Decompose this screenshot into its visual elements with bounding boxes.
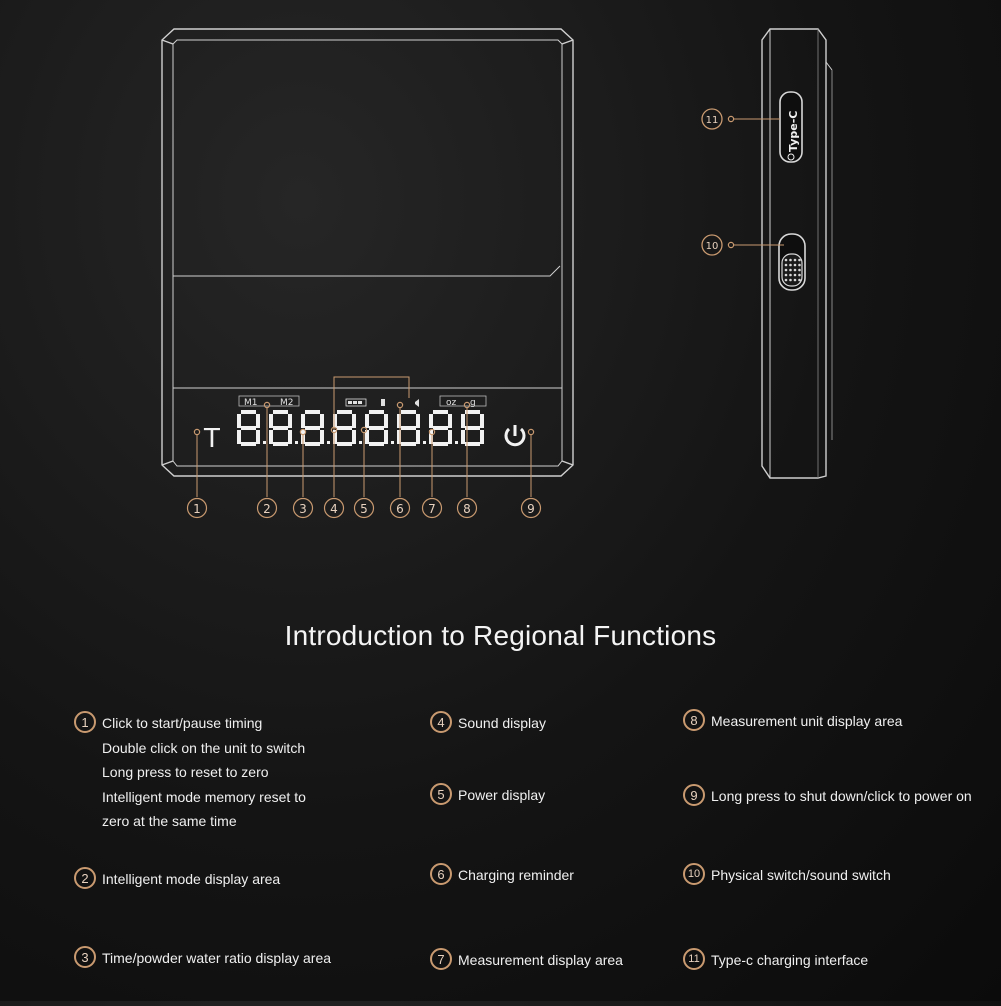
legend-item-8 xyxy=(683,712,902,734)
callout-8 xyxy=(458,402,477,517)
callout-11 xyxy=(702,109,780,129)
legend-description xyxy=(102,867,280,892)
callout-number: 8 xyxy=(463,502,471,516)
legend-line: zero at the same time xyxy=(102,813,237,829)
callout-number: 4 xyxy=(330,502,338,516)
legend-description xyxy=(458,711,546,736)
callout-number: 9 xyxy=(527,502,535,516)
legend-number-badge: 2 xyxy=(74,867,96,889)
legend-line: Intelligent mode display area xyxy=(102,871,281,887)
legend-description xyxy=(102,711,306,834)
callout-number: 5 xyxy=(360,502,368,516)
digit xyxy=(397,410,426,446)
digit xyxy=(269,410,298,446)
legend-number-badge: 5 xyxy=(430,783,452,805)
page-title: Introduction to Regional Functions xyxy=(284,620,717,651)
legend-item-4 xyxy=(430,714,546,736)
digit xyxy=(333,410,362,446)
legend-description xyxy=(711,863,891,888)
callout-number: 6 xyxy=(396,502,404,516)
legend-item-2 xyxy=(74,870,280,892)
legend-line: Double click on the unit to switch xyxy=(102,739,306,756)
callout-number: 1 xyxy=(193,502,201,516)
legend-item-5 xyxy=(430,786,545,808)
callout-number: 3 xyxy=(299,502,307,516)
physical-switch xyxy=(779,234,805,290)
legend-description xyxy=(711,784,972,809)
legend-number-badge: 9 xyxy=(683,784,705,806)
legend-line: Measurement unit display area xyxy=(711,713,903,729)
legend-description xyxy=(102,946,331,971)
callout-2 xyxy=(258,402,277,517)
status-icons xyxy=(346,399,419,407)
digit xyxy=(365,410,394,446)
legend-number-badge: 10 xyxy=(683,863,705,885)
legend-item-1 xyxy=(74,714,306,834)
callout-number: 11 xyxy=(705,115,719,126)
legend-line: Long press to reset to zero xyxy=(102,764,269,780)
callout-number: 2 xyxy=(263,502,271,516)
callout-6 xyxy=(391,402,410,517)
legend-description xyxy=(458,948,623,973)
callout-4 xyxy=(325,427,344,517)
digit xyxy=(461,410,484,446)
legend-number-badge: 3 xyxy=(74,946,96,968)
legend-line: Intelligent mode memory reset to xyxy=(102,788,306,805)
unit-label-oz: oz xyxy=(446,398,457,408)
tare-symbol: T xyxy=(204,424,220,454)
unit-label-g: g xyxy=(470,398,476,408)
callout-number: 10 xyxy=(705,241,719,252)
legend-number-badge: 8 xyxy=(683,709,705,731)
legend-line: Power display xyxy=(458,787,546,803)
callout-10 xyxy=(702,235,784,255)
legend-line: Measurement display area xyxy=(458,952,623,968)
legend-number-badge: 4 xyxy=(430,711,452,733)
legend-line: Physical switch/sound switch xyxy=(711,867,891,883)
legend-line: Click to start/pause timing xyxy=(102,715,263,731)
legend-description xyxy=(711,709,902,734)
legend-line: Sound display xyxy=(458,715,546,731)
digit xyxy=(429,410,458,446)
sound-icon xyxy=(415,399,419,407)
scale-front-view xyxy=(162,29,573,476)
legend-line: Long press to shut down/click to power on xyxy=(711,788,972,804)
legend-item-9 xyxy=(683,787,972,809)
legend-item-7 xyxy=(430,951,623,973)
callout-9 xyxy=(522,429,541,517)
legend-description xyxy=(711,948,868,973)
memory-label-m2: M2 xyxy=(280,398,294,408)
legend-number-badge: 6 xyxy=(430,863,452,885)
legend-item-11 xyxy=(683,951,868,973)
legend-line: Charging reminder xyxy=(458,867,574,883)
legend-number-badge: 11 xyxy=(683,948,705,970)
legend-line: Time/powder water ratio display area xyxy=(102,950,332,966)
legend-description xyxy=(458,863,574,888)
legend-item-3 xyxy=(74,949,331,971)
memory-label-m1: M1 xyxy=(244,398,258,408)
legend-number-badge: 7 xyxy=(430,948,452,970)
seven-segment-digits xyxy=(237,410,484,446)
legend-line: Type-c charging interface xyxy=(711,952,869,968)
port-label: Type-C xyxy=(787,110,800,152)
legend-item-6 xyxy=(430,866,574,888)
type-c-port xyxy=(780,92,802,162)
side-callouts xyxy=(702,109,784,255)
charging-icon xyxy=(381,399,385,406)
callout-number: 7 xyxy=(428,502,436,516)
legend-number-badge: 1 xyxy=(74,711,96,733)
legend-item-10 xyxy=(683,866,891,888)
power-icon xyxy=(506,425,524,445)
digit xyxy=(237,410,266,446)
legend-description xyxy=(458,783,545,808)
callout-5 xyxy=(355,427,374,517)
digit xyxy=(301,410,330,446)
